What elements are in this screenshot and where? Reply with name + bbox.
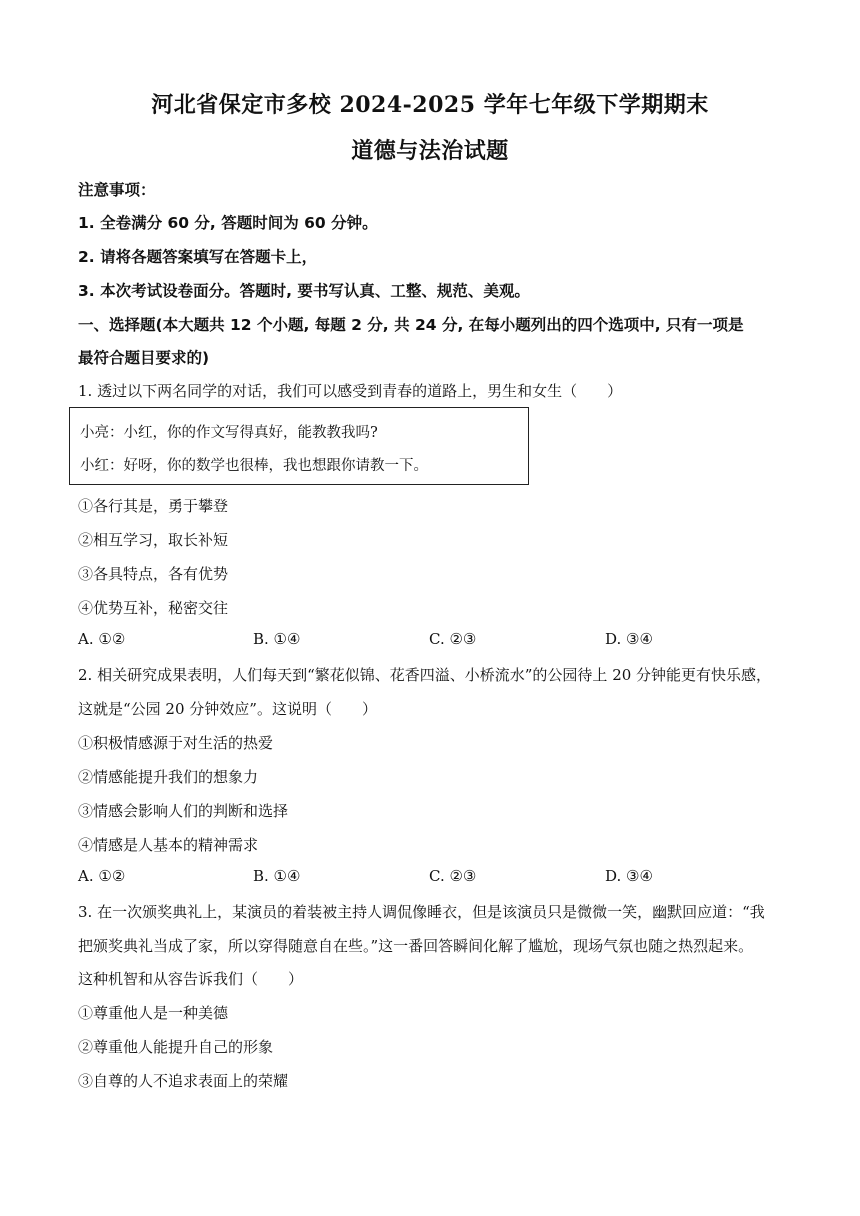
section-heading-line1: 一、选择题(本大题共 12 个小题, 每题 2 分, 共 24 分, 在每小题列出的四个选项中, 只有一项是: [78, 316, 744, 334]
question-2-option-b: B. ①④: [253, 867, 301, 885]
question-3-statement-1: ①尊重他人是一种美德: [78, 1004, 229, 1022]
section-heading-line2: 最符合题目要求的): [78, 349, 210, 367]
question-2-statement-3: ③情感会影响人们的判断和选择: [78, 802, 289, 820]
dialog-line-1: 小亮：小红，你的作文写得真好，能教教我吗?: [80, 425, 378, 441]
question-1-stem: 1. 透过以下两名同学的对话，我们可以感受到青春的道路上，男生和女生（ ）: [78, 382, 623, 400]
question-1-statement-2: ②相互学习，取长补短: [78, 531, 229, 549]
question-1-option-a: A. ①②: [78, 630, 126, 648]
dialog-line-2: 小红：好呀，你的数学也很棒，我也想跟你请教一下。: [80, 458, 428, 474]
note-item-3: 3. 本次考试设卷面分。答题时, 要书写认真、工整、规范、美观。: [78, 282, 530, 300]
question-1-option-d: D. ③④: [605, 630, 653, 648]
question-2-option-c: C. ②③: [429, 867, 477, 885]
question-3-stem-line-3: 这种机智和从容告诉我们（ ）: [78, 970, 304, 988]
question-3-stem-line-2: 把颁奖典礼当成了家，所以穿得随意自在些。”这一番回答瞬间化解了尴尬，现场气氛也随之热烈起来。: [78, 937, 754, 955]
notes-heading: 注意事项：: [78, 181, 156, 199]
question-3-stem-line-1: 3. 在一次颁奖典礼上，某演员的着装被主持人调侃像睡衣，但是该演员只是微微一笑，幽默回应道：“我: [78, 903, 765, 921]
question-1-statement-1: ①各行其是，勇于攀登: [78, 497, 229, 515]
note-item-1: 1. 全卷满分 60 分, 答题时间为 60 分钟。: [78, 214, 378, 232]
question-1-option-b: B. ①④: [253, 630, 301, 648]
question-2-option-d: D. ③④: [605, 867, 653, 885]
question-2-statement-4: ④情感是人基本的精神需求: [78, 836, 259, 854]
note-item-2: 2. 请将各题答案填写在答题卡上，: [78, 248, 318, 266]
page-title-line1: 河北省保定市多校 2024-2025 学年七年级下学期期末: [151, 92, 709, 118]
question-2-stem-line-1: 2. 相关研究成果表明，人们每天到“繁花似锦、花香四溢、小桥流水”的公园待上 20 分钟能更有快乐感，: [78, 666, 772, 684]
question-2-statement-1: ①积极情感源于对生活的热爱: [78, 734, 274, 752]
question-3-statement-3: ③自尊的人不追求表面上的荣耀: [78, 1072, 289, 1090]
dialog-box: [69, 407, 529, 485]
question-2-statement-2: ②情感能提升我们的想象力: [78, 768, 259, 786]
question-2-stem-line-2: 这就是“公园 20 分钟效应”。这说明（ ）: [78, 700, 377, 718]
question-2-option-a: A. ①②: [78, 867, 126, 885]
question-3-statement-2: ②尊重他人能提升自己的形象: [78, 1038, 274, 1056]
question-1-statement-4: ④优势互补，秘密交往: [78, 599, 229, 617]
question-1-option-c: C. ②③: [429, 630, 477, 648]
question-1-statement-3: ③各具特点，各有优势: [78, 565, 229, 583]
page-title-line2: 道德与法治试题: [351, 138, 509, 164]
